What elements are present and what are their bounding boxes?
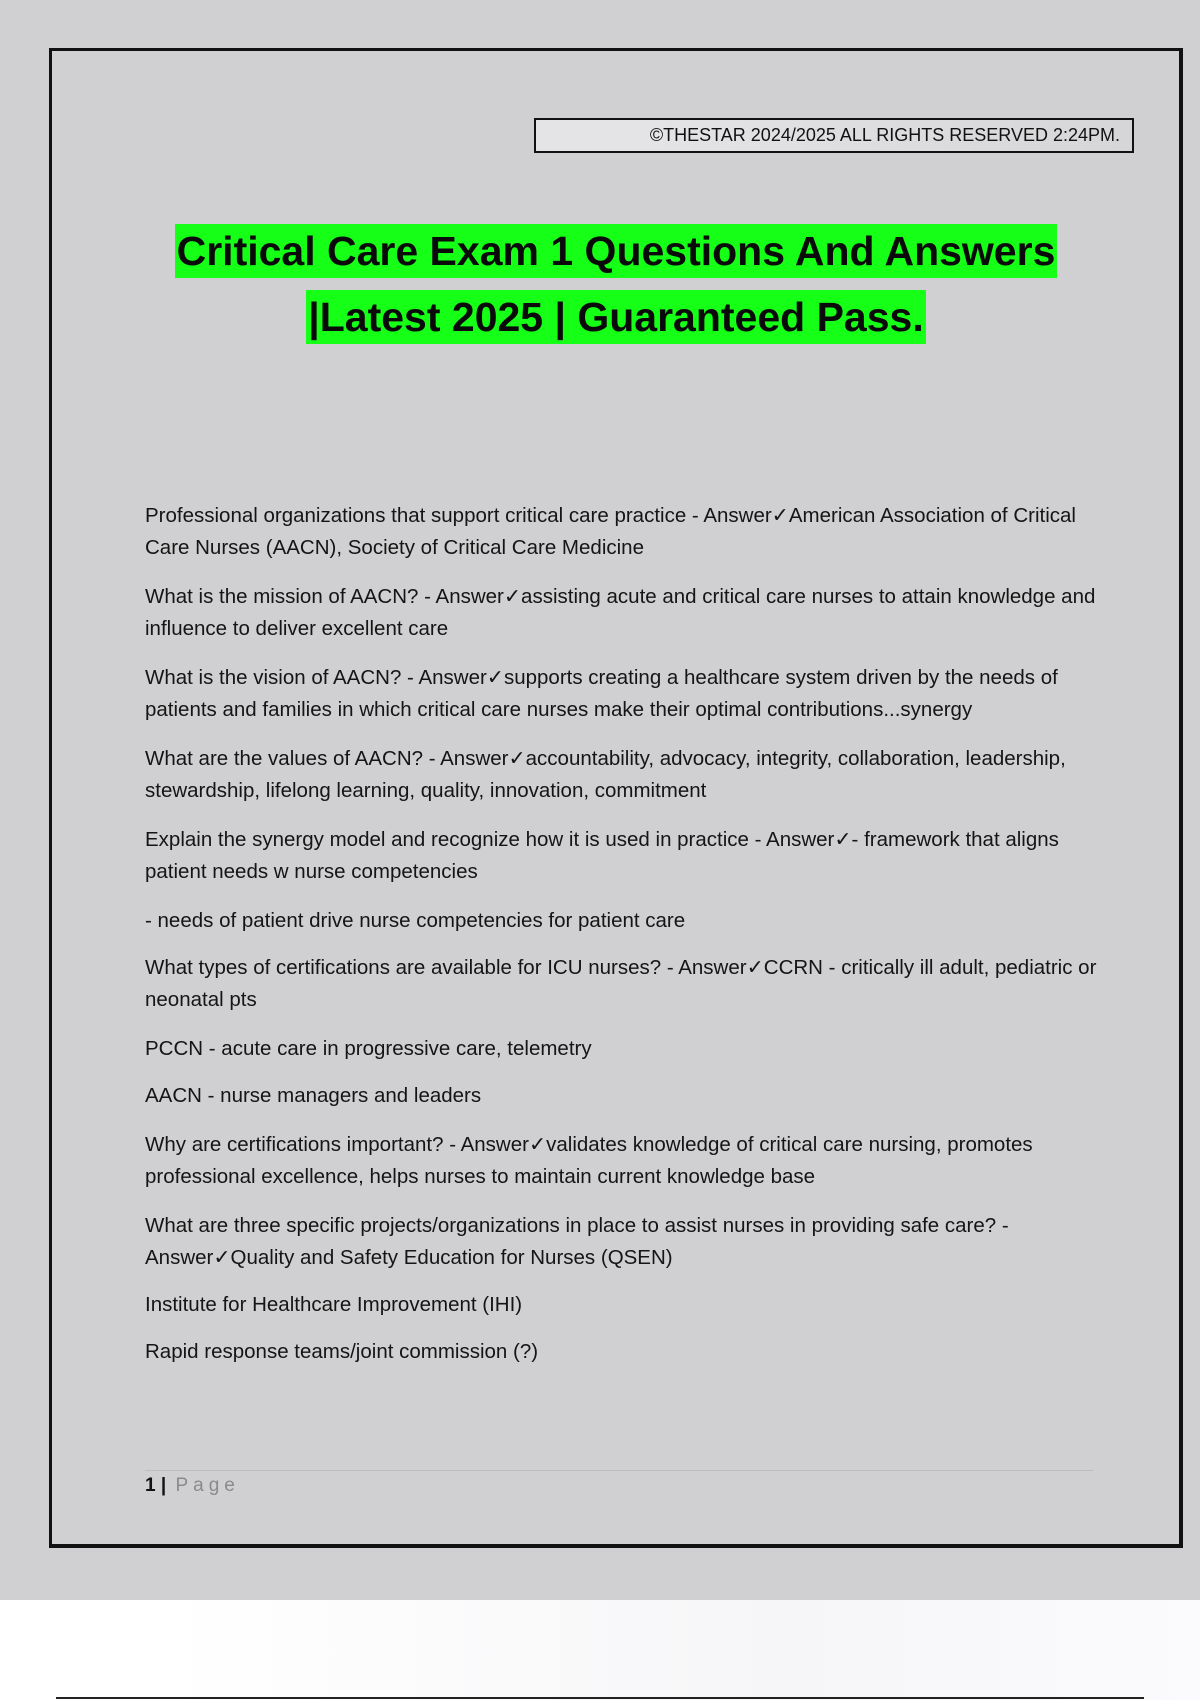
qa-paragraph: Explain the synergy model and recognize how it is used in practice - Answer✓- framework that aligns patient needs w nurse competencies: [145, 828, 1059, 883]
qa-paragraph: AACN - nurse managers and leaders: [145, 1084, 482, 1107]
title-line-1: Critical Care Exam 1 Questions And Answers: [175, 224, 1058, 278]
bottom-divider: [56, 1697, 1144, 1699]
title-line-2: |Latest 2025 | Guaranteed Pass.: [306, 290, 925, 344]
page-label: Page: [175, 1475, 240, 1496]
qa-paragraph: Professional organizations that support critical care practice - Answer✓American Association of Critical Care Nurses (AACN), Society of Critical Care Medicine: [145, 504, 1076, 559]
qa-content: [145, 500, 1105, 1385]
qa-paragraph: What are three specific projects/organizations in place to assist nurses in providing safe care? - Answer✓Quality and Safety Education for Nurses (QSEN): [145, 1214, 1009, 1269]
qa-paragraph: What are the values of AACN? - Answer✓accountability, advocacy, integrity, collaboration, leadership, stewardship, lifelong learning, quality, innovation, commitment: [145, 747, 1066, 802]
qa-paragraph: - needs of patient drive nurse competencies for patient care: [145, 909, 686, 932]
qa-paragraph: What types of certifications are available for ICU nurses? - Answer✓CCRN - critically ill adult, pediatric or neonatal pts: [145, 956, 1097, 1011]
document-title: [60, 218, 1172, 350]
qa-paragraph: Rapid response teams/joint commission (?): [145, 1340, 539, 1363]
copyright-text: ©THESTAR 2024/2025 ALL RIGHTS RESERVED 2:24PM.: [649, 125, 1120, 145]
qa-paragraph: PCCN - acute care in progressive care, telemetry: [145, 1037, 592, 1060]
footer-divider: [145, 1470, 1093, 1471]
qa-paragraph: What is the vision of AACN? - Answer✓supports creating a healthcare system driven by the needs of patients and families in which critical care nurses make their optimal contributions...synergy: [145, 666, 1058, 721]
next-page-strip: [160, 1600, 1200, 1700]
qa-paragraph: Institute for Healthcare Improvement (IHI): [145, 1293, 523, 1316]
qa-paragraph: Why are certifications important? - Answer✓validates knowledge of critical care nursing, promotes professional excellence, helps nurses to maintain current knowledge base: [145, 1133, 1033, 1188]
page-number: 1: [145, 1475, 156, 1496]
copyright-header: [534, 118, 1134, 153]
qa-paragraph: What is the mission of AACN? - Answer✓assisting acute and critical care nurses to attain knowledge and influence to deliver excellent care: [145, 585, 1096, 640]
page-separator: |: [160, 1475, 167, 1496]
page-number-footer: [145, 1474, 240, 1498]
